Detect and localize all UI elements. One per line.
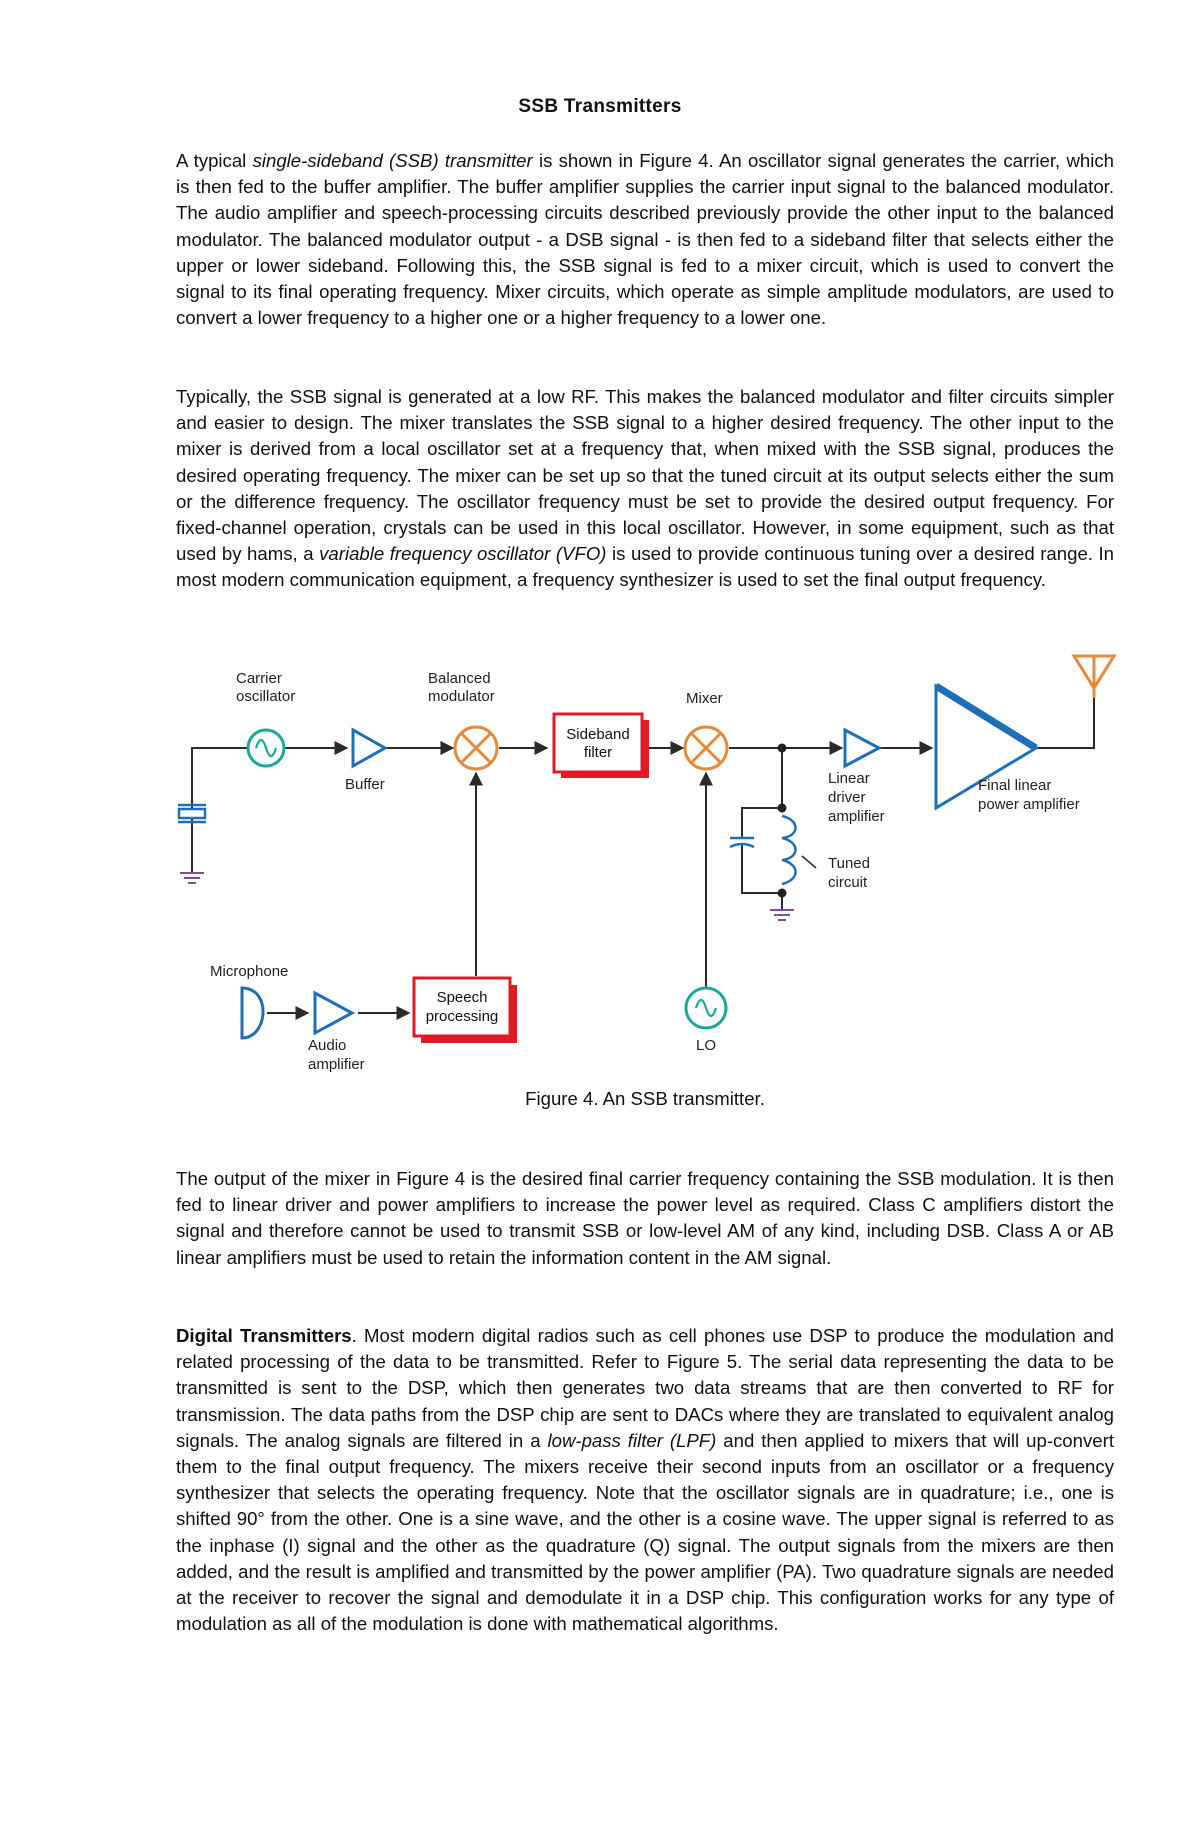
label-balanced-modulator-2: modulator xyxy=(428,688,495,705)
junction-dot xyxy=(778,889,787,898)
p2-text-a: Typically, the SSB signal is generated at a low RF. This makes the balanced modulator and filter circuits simpler and easier to design. The mixer translates the SSB signal to a higher desired frequency. The other input to the mixer is derived from a local oscillator set at a frequency that, when mixed with the SSB signal, produces the desired operating frequency. The mixer can be set up so that the tuned circuit at its output selects either the sum or the difference frequency. The oscillator frequency must be set to provide the desired output frequency. For fixed-channel operation, crystals can be used in this local oscillator. However, in some equipment, such as that used by hams, a xyxy=(176,386,1114,565)
label-sideband-filter-2: filter xyxy=(583,744,613,761)
label-audio-amplifier-1: Audio xyxy=(308,1037,347,1054)
label-linear-driver-1: Linear xyxy=(828,770,870,787)
label-linear-driver-2: driver xyxy=(828,789,866,806)
paragraph-ssb-intro xyxy=(176,148,1114,331)
label-linear-driver-3: amplifier xyxy=(828,808,885,825)
p4-text-a: . Most modern digital radios such as cell phones use DSP to produce the modulation and related processing of the data to be transmitted. Refer to Figure 5. The serial data representing the data to be transmitted is sent to the DSP, which then generates two data streams that are then converted to RF for transmission. The data paths from the DSP chip are sent to DACs where they are translated to equivalent analog signals. The analog signals are filtered in a xyxy=(176,1325,1114,1451)
figure-caption: Figure 4. An SSB transmitter. xyxy=(525,1088,765,1109)
label-lo: LO xyxy=(695,1037,717,1054)
p2-term-vfo: variable frequency oscillator (VFO) xyxy=(319,543,607,565)
ssb-transmitter-diagram xyxy=(170,648,1130,1078)
audio-amplifier-icon xyxy=(315,993,352,1033)
junction-dot xyxy=(778,744,787,753)
label-tuned-circuit-2: circuit xyxy=(828,874,868,891)
label-carrier-oscillator-1: Carrier xyxy=(236,670,282,687)
p1-term-ssb: single-sideband (SSB) transmitter xyxy=(252,150,533,171)
p1-text-a: A typical xyxy=(176,150,253,171)
p4-heading: Digital Transmitters xyxy=(176,1325,352,1346)
document-title: SSB Transmitters xyxy=(518,96,682,117)
label-final-linear-1: Final linear xyxy=(978,777,1052,794)
local-oscillator-icon xyxy=(686,988,726,1028)
label-audio-amplifier-2: amplifier xyxy=(308,1056,365,1073)
mixer-icon xyxy=(685,727,727,769)
p2-text-b: is used to provide continuous tuning over a desired range. In most modern communication equipment, a frequency synthesizer is used to set the final output frequency. xyxy=(176,543,1114,591)
label-mixer: Mixer xyxy=(686,690,723,707)
p4-term-lpf: low-pass filter (LPF) xyxy=(547,1429,717,1451)
linear-driver-amplifier-icon xyxy=(845,730,879,766)
balanced-modulator-icon xyxy=(455,727,497,769)
label-carrier-oscillator-2: oscillator xyxy=(236,688,296,705)
ground-icon xyxy=(180,873,204,883)
label-microphone: Microphone xyxy=(210,963,289,980)
p1-text-b: is shown in Figure 4. An oscillator signal generates the carrier, which is then fed to the buffer amplifier. The buffer amplifier supplies the carrier input signal to the balanced modulator. The audio amplifier and speech-processing circuits described previously provide the other input to the balanced modulator. The balanced modulator output - a DSB signal - is then fed to a sideband filter that selects either the upper or lower sideband. Following this, the SSB signal is fed to a mixer circuit, which is used to convert the signal to its final operating frequency. Mixer circuits, which operate as simple amplitude modulators, are used to convert a lower frequency to a higher one or a higher frequency to a lower one. xyxy=(176,150,1114,329)
paragraph-mixer-output: The output of the mixer in Figure 4 is the desired final carrier frequency containing the SSB modulation. It is then fed to linear driver and power amplifiers to increase the power level as required. Class C amplifiers distort the signal and therefore cannot be used to transmit SSB or low-level AM of any kind, including DSB. Class A or AB linear amplifiers must be used to retain the information content in the AM signal. xyxy=(176,1168,1114,1268)
label-tuned-circuit-1: Tuned xyxy=(828,855,870,872)
ground-icon xyxy=(770,910,794,920)
buffer-amplifier-icon xyxy=(353,730,385,766)
antenna-icon xyxy=(1074,656,1114,698)
junction-dot xyxy=(778,804,787,813)
label-buffer: Buffer xyxy=(345,776,385,793)
label-balanced-modulator-1: Balanced xyxy=(428,670,491,687)
paragraph-digital-transmitters xyxy=(176,1323,1114,1637)
carrier-oscillator-icon xyxy=(248,730,284,766)
microphone-icon xyxy=(242,988,263,1038)
p4-text-b: and then applied to mixers that will up-convert them to the final output frequency. The mixers receive their second inputs from an oscillator or a frequency synthesizer that selects the operating frequency. Note that the oscillator signals are in quadrature; i.e., one is shifted 90° from the other. One is a sine wave, and the other is a cosine wave. The upper signal is referred to as the inphase (I) signal and the other as the quadrature (Q) signal. The output signals from the mixers are then added, and the result is amplified and transmitted by the power amplifier (PA). Two quadrature signals are needed at the receiver to recover the signal and demodulate it in a DSP chip. This configuration works for any type of modulation as all of the modulation is done with mathematical algorithms. xyxy=(176,1429,1114,1635)
label-sideband-filter-1: Sideband xyxy=(566,726,630,743)
label-final-linear-2: power amplifier xyxy=(978,796,1080,813)
label-speech-processing-2: processing xyxy=(425,1008,499,1025)
label-speech-processing-1: Speech xyxy=(436,989,488,1006)
paragraph-low-rf xyxy=(176,384,1114,594)
tuned-circuit-inductor-icon xyxy=(782,816,796,884)
